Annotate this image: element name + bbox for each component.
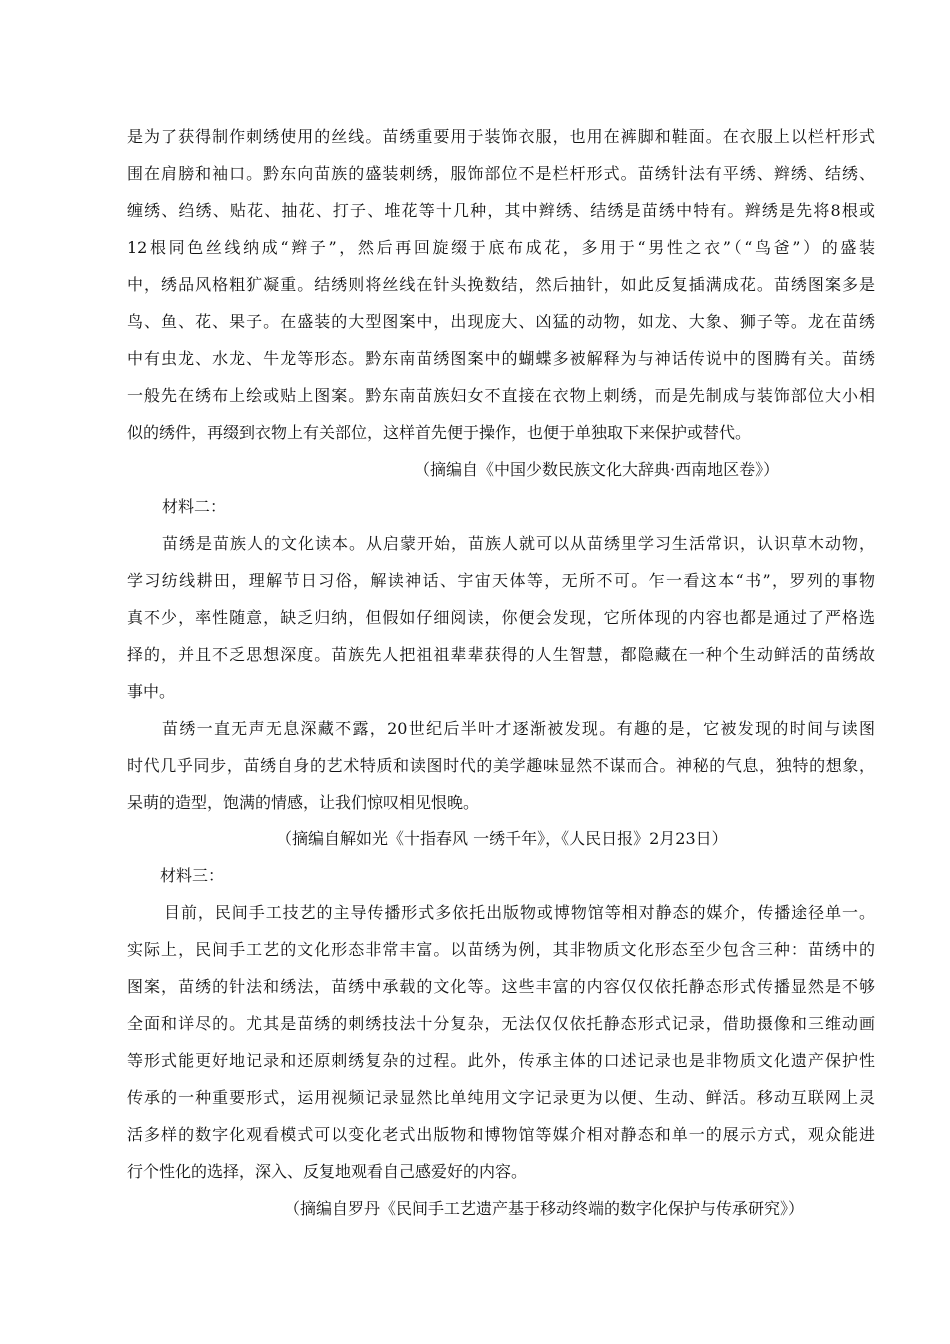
material1-line: 缠绣、绉绣、贴花、抽花、打子、堆花等十几种，其中辫绣、结绣是苗绣中特有。辫绣是先将8根或 [127, 201, 875, 220]
material2-line: 学习纺线耕田，理解节日习俗，解读神话、宇宙天体等，无所不可。乍一看这本“书”，罗列的事物 [127, 571, 875, 590]
material2-line: 事中。 [127, 682, 176, 701]
material2-line: 苗绣一直无声无息深藏不露，20世纪后半叶才逐渐被发现。有趣的是，它被发现的时间与读图 [162, 719, 875, 738]
heading-material-3: 材料三： [160, 866, 225, 885]
source-citation-2: （摘编自解如光《十指春风 一绣千年》，《人民日报》2月23日） [276, 829, 728, 848]
source-citation-3: （摘编自罗丹《民间手工艺遗产基于移动终端的数字化保护与传承研究》） [284, 1199, 805, 1218]
material2-line: 真不少，率性随意，缺乏归纳，但假如仔细阅读，你便会发现，它所体现的内容也都是通过了严格选 [127, 608, 875, 627]
heading-material-2: 材料二： [162, 497, 227, 516]
material1-line: 一般先在绣布上绘或贴上图案。黔东南苗族妇女不直接在衣物上刺绣，而是先制成与装饰部位大小相 [127, 386, 875, 405]
material1-line: 似的绣件，再缀到衣物上有关部位，这样首先便于操作，也便于单独取下来保护或替代。 [127, 423, 752, 442]
material3-line: 图案，苗绣的针法和绣法，苗绣中承载的文化等。这些丰富的内容仅仅依托静态形式传播显然是不够 [127, 977, 875, 996]
material1-line: 12根同色丝线纳成“辫子”，然后再回旋缀于底布成花，多用于“男性之衣”（“鸟爸”）的盛装 [127, 238, 875, 257]
material2-line: 苗绣是苗族人的文化读本。从启蒙开始，苗族人就可以从苗绣里学习生活常识，认识草木动物， [162, 534, 875, 553]
material2-line: 呆萌的造型，饱满的情感，让我们惊叹相见恨晚。 [127, 793, 480, 812]
material3-line: 传承的一种重要形式，运用视频记录显然比单纯用文字记录更为以便、生动、鲜活。移动互联网上灵 [127, 1088, 875, 1107]
material1-line: 中，绣品风格粗犷凝重。结绣则将丝线在针头挽数结，然后抽针，如此反复插满成花。苗绣图案多是 [127, 275, 875, 294]
material3-line: 行个性化的选择，深入、反复地观看自己感爱好的内容。 [127, 1162, 528, 1181]
material1-line: 围在肩膀和袖口。黔东向苗族的盛装刺绣，服饰部位不是栏杆形式。苗绣针法有平绣、辫绣、结绣、 [127, 164, 875, 183]
material3-line: 实际上，民间手工艺的文化形态非常丰富。以苗绣为例，其非物质文化形态至少包含三种：苗绣中的 [127, 940, 875, 959]
material3-line: 目前，民间手工技艺的主导传播形式多依托出版物或博物馆等相对静态的媒介，传播途径单一。 [164, 903, 875, 922]
material1-line: 鸟、鱼、花、果子。在盛装的大型图案中，出现庞大、凶猛的动物，如龙、大象、狮子等。龙在苗绣 [127, 312, 875, 331]
material3-line: 活多样的数字化观看模式可以变化老式出版物和博物馆等媒介相对静态和单一的展示方式，观众能进 [127, 1125, 875, 1144]
material1-line: 是为了获得制作刺绣使用的丝线。苗绣重要用于装饰衣服，也用在裤脚和鞋面。在衣服上以栏杆形式 [127, 127, 875, 146]
material2-line: 时代几乎同步，苗绣自身的艺术特质和读图时代的美学趣味显然不谋而合。神秘的气息，独特的想象， [127, 756, 875, 775]
material3-line: 等形式能更好地记录和还原刺绣复杂的过程。此外，传承主体的口述记录也是非物质文化遗产保护性 [127, 1051, 875, 1070]
material2-line: 择的，并且不乏思想深度。苗族先人把祖祖辈辈获得的人生智慧，都隐藏在一种个生动鲜活的苗绣故 [127, 645, 875, 664]
source-citation-1: （摘编自《中国少数民族文化大辞典·西南地区卷》） [414, 460, 780, 479]
material3-line: 全面和详尽的。尤其是苗绣的刺绣技法十分复杂，无法仅仅依托静态形式记录，借助摄像和三维动画 [127, 1014, 875, 1033]
material1-line: 中有虫龙、水龙、牛龙等形态。黔东南苗绣图案中的蝴蝶多被解释为与神话传说中的图腾有关。苗绣 [127, 349, 875, 368]
